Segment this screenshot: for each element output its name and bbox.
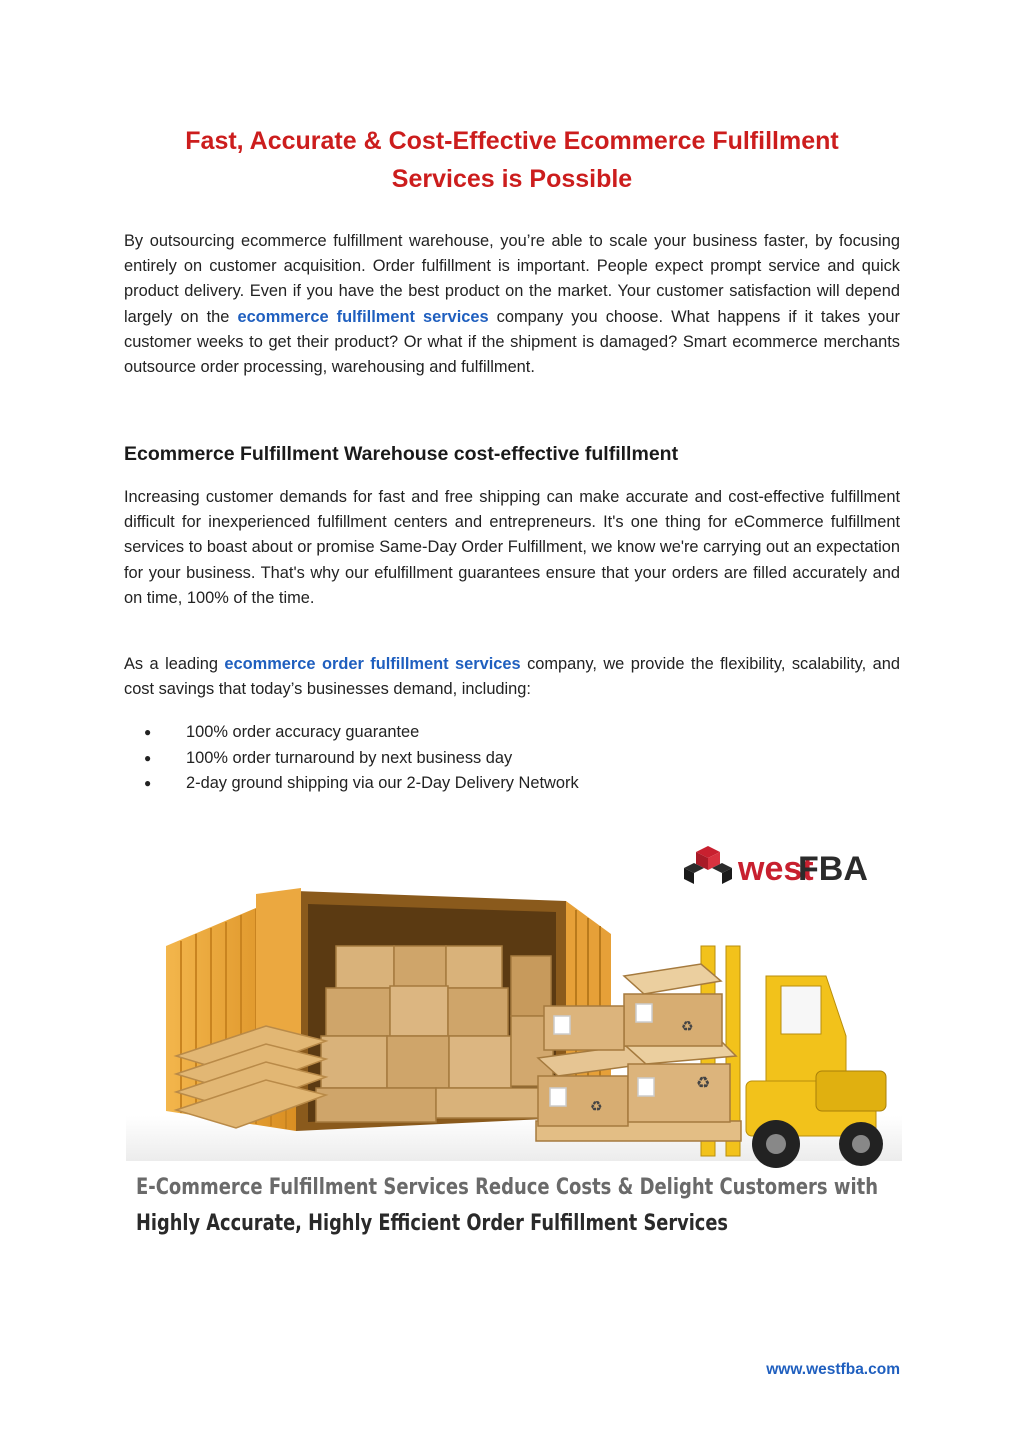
logo-fba-text: FBA [798, 850, 868, 888]
recycle-icon: ♻ [696, 1075, 711, 1092]
intro-text-start: By outsourcing ecommerce fulfillment warehouse, you’re able to scale your business faster, by focusing entirely on customer acquisition. Order fulfillment is important. People expect prompt service and quick product delivery. Even if you have the best product on the market. Your customer satisfaction will depend largely on the [124, 232, 900, 326]
title-line-1: Fast, Accurate & Cost-Effective Ecommerce Fulfillment [185, 127, 839, 155]
recycle-icon: ♻ [590, 1098, 603, 1114]
banner-caption-line-2: Highly Accurate, Highly Efficient Order Fulfillment Services [136, 1210, 728, 1236]
ecommerce-fulfillment-services-link[interactable]: ecommerce fulfillment services [237, 307, 489, 326]
title-line-2: Services is Possible [391, 165, 633, 193]
leading-text-end: company, we provide the flexibility, scalability, and cost savings that today’s businesses demand, including: [124, 655, 900, 699]
footer-website-link[interactable]: www.westfba.com [766, 1361, 900, 1378]
logo-west-text: west [738, 850, 814, 888]
bullet-icon: ● [144, 725, 152, 739]
ecommerce-order-fulfillment-services-link[interactable]: ecommerce order fulfillment services [224, 655, 521, 673]
leading-company-paragraph [124, 652, 900, 702]
section-heading: Ecommerce Fulfillment Warehouse cost-effective fulfillment [124, 443, 679, 465]
recycle-icon: ♻ [681, 1018, 694, 1034]
list-item: ● 100% order turnaround by next business day [124, 746, 579, 772]
leading-text-start: As a leading [124, 655, 225, 673]
intro-paragraph [124, 229, 900, 380]
benefits-list [124, 720, 579, 797]
intro-text-end: company you choose. What happens if it takes your customer weeks to get their product? Or what if the shipment is damaged? Smart ecommerce merchants outsource order processing, warehousing and fulfillment. [124, 307, 901, 377]
list-item: ● 2-day ground shipping via our 2-Day Delivery Network [124, 771, 579, 797]
page-title [124, 122, 900, 198]
list-item: ● 100% order accuracy guarantee [124, 720, 579, 746]
fulfillment-banner-image [126, 826, 902, 1256]
demands-paragraph: Increasing customer demands for fast and free shipping can make accurate and cost-effective fulfillment difficult for inexperienced fulfillment centers and entrepreneurs. It's one thing for eCommerce fulfillment services to boast about or promise Same-Day Order Fulfillment, we know we're carrying out an expectation for your business. That's why our efulfillment guarantees ensure that your orders are filled accurately and on time, 100% of the time. [124, 488, 900, 607]
banner-caption-line-1: E-Commerce Fulfillment Services Reduce Costs & Delight Customers with [136, 1174, 878, 1200]
bullet-icon: ● [144, 750, 152, 765]
container-boxes [316, 946, 553, 1122]
bullet-icon: ● [144, 776, 152, 790]
